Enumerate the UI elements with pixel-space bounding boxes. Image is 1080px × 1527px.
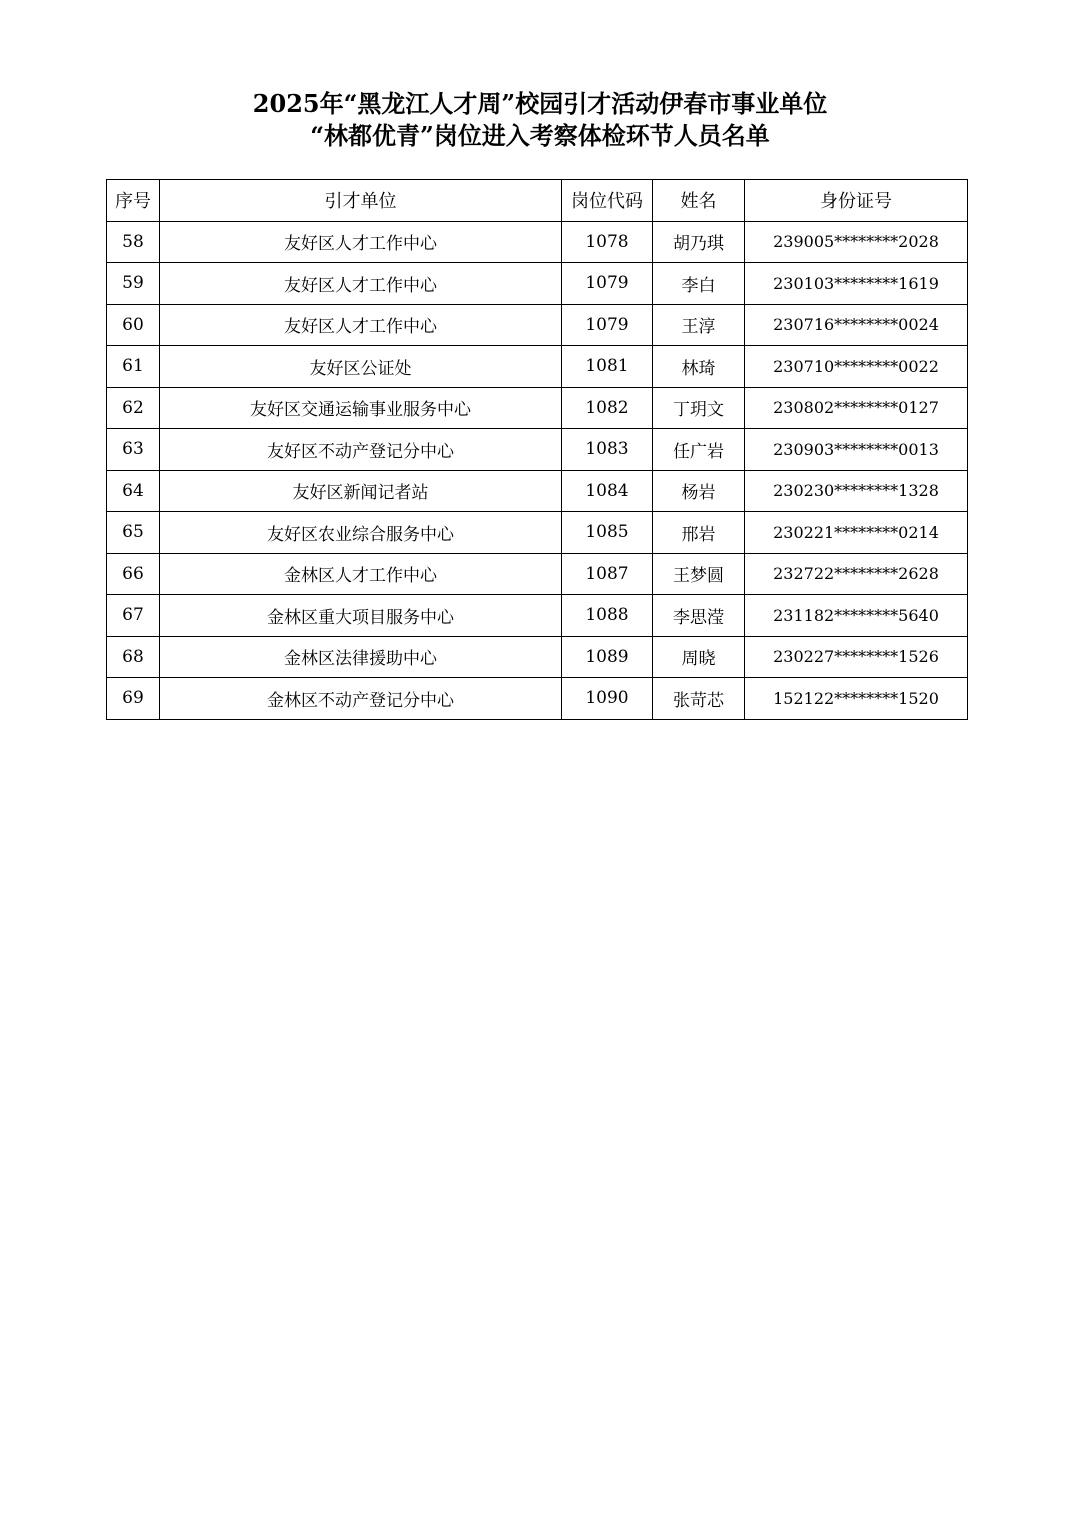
cell-post-code: 1079 (562, 263, 653, 305)
cell-id-number: 231182********5640 (745, 595, 968, 637)
header-seq: 序号 (107, 180, 160, 222)
cell-seq: 69 (107, 678, 160, 720)
cell-seq: 68 (107, 636, 160, 678)
header-unit: 引才单位 (160, 180, 562, 222)
table-row (107, 429, 968, 471)
cell-name: 邢岩 (653, 512, 745, 554)
cell-id-number: 230903********0013 (745, 429, 968, 471)
cell-name: 王淳 (653, 304, 745, 346)
cell-name: 张苛芯 (653, 678, 745, 720)
table-row (107, 263, 968, 305)
cell-name: 李白 (653, 263, 745, 305)
cell-id-number: 230221********0214 (745, 512, 968, 554)
cell-post-code: 1090 (562, 678, 653, 720)
cell-id-number: 230230********1328 (745, 470, 968, 512)
cell-name: 林琦 (653, 346, 745, 388)
cell-seq: 60 (107, 304, 160, 346)
cell-seq: 66 (107, 553, 160, 595)
cell-post-code: 1088 (562, 595, 653, 637)
cell-post-code: 1078 (562, 221, 653, 263)
table-row (107, 595, 968, 637)
cell-unit: 金林区人才工作中心 (160, 553, 562, 595)
cell-seq: 63 (107, 429, 160, 471)
cell-unit: 友好区公证处 (160, 346, 562, 388)
cell-unit: 友好区不动产登记分中心 (160, 429, 562, 471)
document-title (0, 88, 1080, 152)
cell-unit: 金林区法律援助中心 (160, 636, 562, 678)
cell-seq: 61 (107, 346, 160, 388)
table-header-row (107, 180, 968, 222)
cell-name: 丁玥文 (653, 387, 745, 429)
cell-id-number: 230802********0127 (745, 387, 968, 429)
cell-unit: 友好区人才工作中心 (160, 304, 562, 346)
cell-id-number: 152122********1520 (745, 678, 968, 720)
cell-unit: 友好区人才工作中心 (160, 263, 562, 305)
cell-name: 杨岩 (653, 470, 745, 512)
table-row (107, 512, 968, 554)
cell-post-code: 1087 (562, 553, 653, 595)
cell-name: 胡乃琪 (653, 221, 745, 263)
cell-name: 周晓 (653, 636, 745, 678)
cell-post-code: 1081 (562, 346, 653, 388)
table-row (107, 678, 968, 720)
cell-post-code: 1083 (562, 429, 653, 471)
table-row (107, 553, 968, 595)
cell-id-number: 230710********0022 (745, 346, 968, 388)
cell-id-number: 230716********0024 (745, 304, 968, 346)
table-row (107, 346, 968, 388)
cell-name: 李思滢 (653, 595, 745, 637)
cell-id-number: 239005********2028 (745, 221, 968, 263)
table-row (107, 387, 968, 429)
title-line-1: 2025年“黑龙江人才周”校园引才活动伊春市事业单位 (252, 89, 828, 118)
candidate-table (106, 179, 968, 720)
cell-seq: 64 (107, 470, 160, 512)
cell-post-code: 1084 (562, 470, 653, 512)
header-post-code: 岗位代码 (562, 180, 653, 222)
cell-seq: 67 (107, 595, 160, 637)
table-row (107, 221, 968, 263)
cell-seq: 58 (107, 221, 160, 263)
cell-seq: 62 (107, 387, 160, 429)
title-line-2: “林都优青”岗位进入考察体检环节人员名单 (310, 121, 770, 150)
cell-post-code: 1079 (562, 304, 653, 346)
table-row (107, 304, 968, 346)
cell-post-code: 1089 (562, 636, 653, 678)
table-row (107, 470, 968, 512)
cell-id-number: 230103********1619 (745, 263, 968, 305)
header-id-number: 身份证号 (745, 180, 968, 222)
cell-unit: 金林区重大项目服务中心 (160, 595, 562, 637)
cell-post-code: 1082 (562, 387, 653, 429)
cell-name: 任广岩 (653, 429, 745, 471)
cell-unit: 友好区农业综合服务中心 (160, 512, 562, 554)
table-row (107, 636, 968, 678)
cell-id-number: 230227********1526 (745, 636, 968, 678)
cell-unit: 友好区人才工作中心 (160, 221, 562, 263)
cell-name: 王梦圆 (653, 553, 745, 595)
cell-unit: 友好区交通运输事业服务中心 (160, 387, 562, 429)
cell-post-code: 1085 (562, 512, 653, 554)
cell-unit: 金林区不动产登记分中心 (160, 678, 562, 720)
cell-unit: 友好区新闻记者站 (160, 470, 562, 512)
cell-seq: 59 (107, 263, 160, 305)
cell-id-number: 232722********2628 (745, 553, 968, 595)
cell-seq: 65 (107, 512, 160, 554)
header-name: 姓名 (653, 180, 745, 222)
